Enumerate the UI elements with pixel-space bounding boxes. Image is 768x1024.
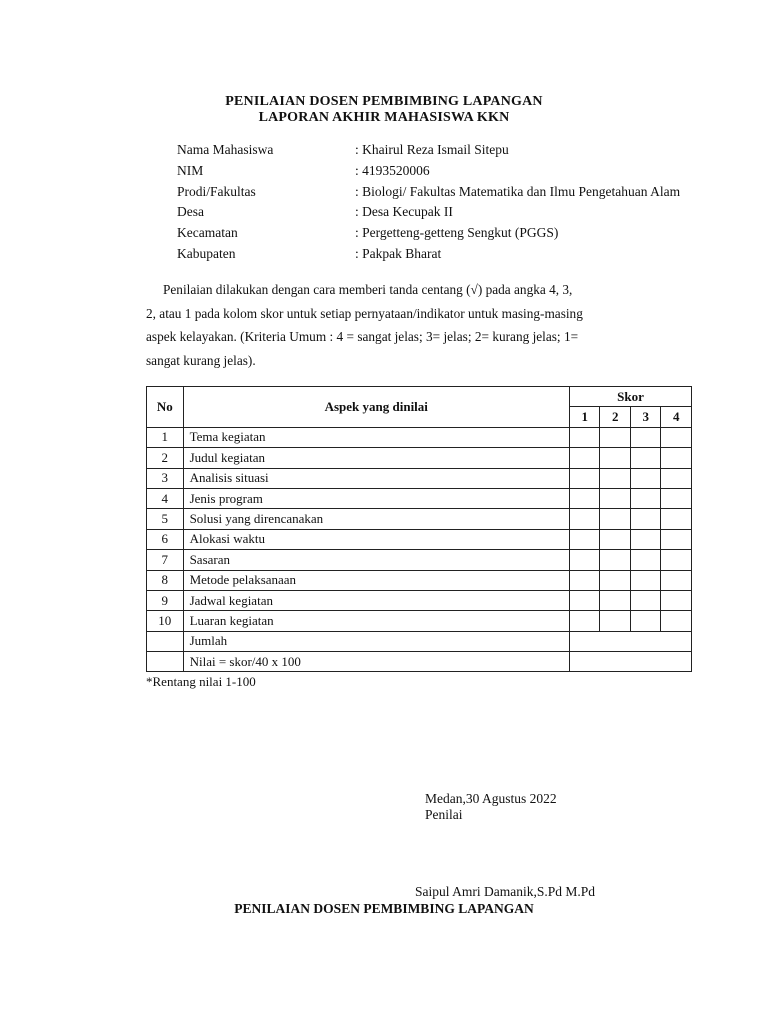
score-cell[interactable] [630, 509, 661, 529]
instruction-paragraph [146, 278, 616, 372]
score-cell[interactable] [600, 570, 631, 590]
score-cell[interactable] [600, 468, 631, 488]
row-aspek: Luaran kegiatan [183, 611, 569, 631]
score-cell[interactable] [630, 529, 661, 549]
score-cell[interactable] [630, 448, 661, 468]
row-aspek: Sasaran [183, 550, 569, 570]
score-cell[interactable] [600, 448, 631, 468]
score-cell[interactable] [600, 529, 631, 549]
place-date: Medan,30 Agustus 2022 [425, 791, 557, 806]
info-label: Desa [177, 204, 204, 220]
info-label: Prodi/Fakultas [177, 183, 256, 199]
row-no: 4 [147, 488, 184, 508]
header-no: No [147, 387, 184, 428]
score-cell[interactable] [661, 590, 692, 610]
instruction-line: Penilaian dilakukan dengan cara memberi tanda centang (√) pada angka 4, 3, [163, 282, 573, 297]
table-row [147, 448, 692, 468]
score-cell[interactable] [569, 448, 600, 468]
score-cell[interactable] [600, 488, 631, 508]
row-aspek: Analisis situasi [183, 468, 569, 488]
row-no: 6 [147, 529, 184, 549]
score-cell[interactable] [569, 468, 600, 488]
table-row [147, 590, 692, 610]
row-aspek: Metode pelaksanaan [183, 570, 569, 590]
score-cell[interactable] [661, 468, 692, 488]
info-label: Nama Mahasiswa [177, 142, 274, 157]
info-value: : Pakpak Bharat [355, 245, 442, 261]
table-row [147, 570, 692, 590]
score-cell[interactable] [569, 570, 600, 590]
info-label: Kecamatan [177, 225, 238, 241]
score-cell[interactable] [630, 468, 661, 488]
score-cell[interactable] [600, 427, 631, 447]
row-aspek: Solusi yang direncanakan [183, 509, 569, 529]
score-cell[interactable] [661, 570, 692, 590]
nilai-value-cell[interactable] [569, 652, 691, 672]
document-subtitle: LAPORAN AKHIR MAHASISWA KKN [258, 110, 510, 125]
row-aspek: Jenis program [183, 488, 569, 508]
score-cell[interactable] [600, 509, 631, 529]
header-skor-1: 1 [569, 407, 600, 427]
jumlah-row [147, 631, 692, 651]
row-no: 5 [147, 509, 184, 529]
info-value: : Biologi/ Fakultas Matematika dan Ilmu Pengetahuan Alam [355, 183, 681, 199]
score-cell[interactable] [569, 550, 600, 570]
score-cell[interactable] [630, 488, 661, 508]
info-label: Kabupaten [177, 245, 236, 261]
score-cell[interactable] [630, 611, 661, 631]
assessment-table [146, 386, 692, 672]
score-cell[interactable] [630, 570, 661, 590]
repeated-title: PENILAIAN DOSEN PEMBIMBING LAPANGAN [234, 901, 534, 916]
header-skor-4: 4 [661, 407, 692, 427]
score-cell[interactable] [661, 448, 692, 468]
score-cell[interactable] [569, 529, 600, 549]
table-row [147, 550, 692, 570]
instruction-line: aspek kelayakan. (Kriteria Umum : 4 = sangat jelas; 3= jelas; 2= kurang jelas; 1= [146, 329, 579, 345]
score-cell[interactable] [569, 590, 600, 610]
jumlah-label: Jumlah [183, 631, 569, 651]
score-cell[interactable] [569, 509, 600, 529]
info-label: NIM [177, 162, 204, 178]
table-row [147, 468, 692, 488]
table-row [147, 509, 692, 529]
table-row [147, 529, 692, 549]
row-no: 7 [147, 550, 184, 570]
row-no-empty [147, 652, 184, 672]
penilai-label: Penilai [425, 807, 463, 822]
row-no: 3 [147, 468, 184, 488]
info-value: : Desa Kecupak II [355, 204, 453, 220]
document-title: PENILAIAN DOSEN PEMBIMBING LAPANGAN [225, 94, 543, 109]
score-cell[interactable] [569, 488, 600, 508]
score-cell[interactable] [569, 611, 600, 631]
row-aspek: Jadwal kegiatan [183, 590, 569, 610]
row-no: 1 [147, 427, 184, 447]
row-aspek: Tema kegiatan [183, 427, 569, 447]
instruction-line: 2, atau 1 pada kolom skor untuk setiap pernyataan/indikator untuk masing-masing [146, 305, 583, 321]
score-cell[interactable] [661, 529, 692, 549]
header-skor-3: 3 [630, 407, 661, 427]
jumlah-value-cell[interactable] [569, 631, 691, 651]
row-aspek: Alokasi waktu [183, 529, 569, 549]
row-aspek: Judul kegiatan [183, 448, 569, 468]
header-skor: Skor [569, 387, 691, 407]
score-cell[interactable] [630, 590, 661, 610]
score-cell[interactable] [661, 611, 692, 631]
score-cell[interactable] [661, 509, 692, 529]
score-cell[interactable] [600, 590, 631, 610]
row-no-empty [147, 631, 184, 651]
range-note: *Rentang nilai 1-100 [146, 674, 256, 689]
nilai-label: Nilai = skor/40 x 100 [183, 652, 569, 672]
score-cell[interactable] [661, 550, 692, 570]
table-row [147, 611, 692, 631]
row-no: 8 [147, 570, 184, 590]
score-cell[interactable] [661, 488, 692, 508]
row-no: 10 [147, 611, 184, 631]
row-no: 2 [147, 448, 184, 468]
header-aspek: Aspek yang dinilai [183, 387, 569, 428]
header-skor-2: 2 [600, 407, 631, 427]
score-cell[interactable] [630, 550, 661, 570]
score-cell[interactable] [569, 427, 600, 447]
info-value: : Pergetteng-getteng Sengkut (PGGS) [355, 225, 559, 241]
score-cell[interactable] [600, 550, 631, 570]
info-value: : 4193520006 [355, 162, 430, 178]
score-cell[interactable] [630, 427, 661, 447]
table-row [147, 488, 692, 508]
score-cell[interactable] [661, 427, 692, 447]
info-value: : Khairul Reza Ismail Sitepu [355, 142, 509, 157]
instruction-line: sangat kurang jelas). [146, 352, 256, 368]
signer-name: Saipul Amri Damanik,S.Pd M.Pd [415, 884, 596, 899]
nilai-row [147, 652, 692, 672]
score-cell[interactable] [600, 611, 631, 631]
row-no: 9 [147, 590, 184, 610]
table-row [147, 427, 692, 447]
table-header-row [147, 387, 692, 407]
